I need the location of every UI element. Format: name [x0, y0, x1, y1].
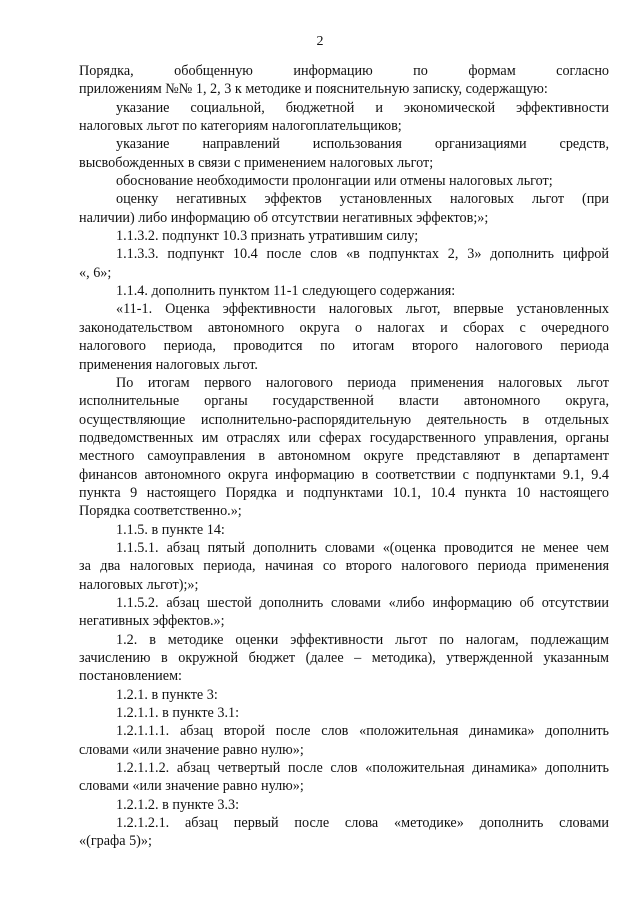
text-line: 1.2.1.2.1. абзац первый после слова «методике» дополнить словами — [116, 815, 609, 832]
text-line: 1.1.3.2. подпункт 10.3 признать утратившим силу; — [116, 228, 419, 245]
text-line: Порядка соответственно.»; — [79, 503, 242, 520]
text-line: 1.2.1.2. в пункте 3.3: — [116, 796, 240, 813]
text-line: налоговых льгот);»; — [79, 576, 199, 593]
text-line: оценку негативных эффектов установленных налоговых льгот (при — [116, 191, 609, 208]
text-line: 1.1.5. в пункте 14: — [116, 521, 225, 538]
text-line: 1.2.1. в пункте 3: — [116, 686, 218, 703]
text-line: осуществляющие исполнительно-распорядительную деятельность в отдельных — [79, 411, 609, 428]
text-line: указание социальной, бюджетной и экономической эффективности — [116, 99, 609, 116]
text-line: 1.2.1.1.2. абзац четвертый после слов «положительная динамика» дополнить — [116, 760, 609, 777]
text-line: налогового периода, проводится по итогам второго налогового периода — [79, 338, 609, 355]
text-line: «11-1. Оценка эффективности налоговых льгот, впервые установленных — [116, 301, 609, 318]
text-line: за два налоговых периода, начиная со второго налогового периода применения — [79, 558, 609, 575]
text-line: законодательством автономного округа о налогах и сборах с очередного — [79, 319, 609, 336]
text-line: 1.1.3.3. подпункт 10.4 после слов «в подпунктах 2, 3» дополнить цифрой — [116, 246, 609, 263]
text-line: пункта 9 настоящего Порядка и подпунктами 10.1, 10.4 пункта 10 настоящего — [79, 484, 609, 501]
text-line: 1.1.4. дополнить пунктом 11-1 следующего содержания: — [116, 283, 456, 300]
text-line: указание направлений использования организациями средств, — [116, 136, 609, 153]
text-line: налоговых льгот по категориям налогоплательщиков; — [79, 118, 402, 135]
text-line: 1.2. в методике оценки эффективности льгот по налогам, подлежащим — [116, 631, 609, 648]
text-line: 1.2.1.1. в пункте 3.1: — [116, 705, 240, 722]
text-line: постановлением: — [79, 668, 182, 685]
text-line: финансов автономного округа информацию в соответствии с подпунктами 9.1, 9.4 — [79, 466, 609, 483]
text-line: По итогам первого налогового периода применения налоговых льгот — [116, 374, 609, 391]
document-body — [79, 62, 609, 851]
text-line: исполнительные органы государственной власти автономного округа, — [79, 393, 609, 410]
text-line: местного самоуправления в автономном округе представляют в департамент — [79, 448, 609, 465]
text-line: 1.1.5.2. абзац шестой дополнить словами «либо информацию об отсутствии — [116, 594, 609, 611]
text-line: Порядка, обобщенную информацию по формам согласно — [79, 63, 609, 79]
text-line: обоснование необходимости пролонгации или отмены налоговых льгот; — [116, 173, 553, 190]
text-line: словами «или значение равно нулю»; — [79, 778, 304, 795]
text-line: высвобожденных в связи с применением налоговых льгот; — [79, 154, 434, 171]
text-line: зачислению в окружной бюджет (далее – методика), утвержденной указанным — [79, 650, 609, 666]
text-line: «(графа 5)»; — [79, 833, 152, 850]
text-line: негативных эффектов.»; — [79, 613, 225, 630]
text-line: применения налоговых льгот. — [79, 356, 258, 373]
text-line: 1.2.1.1.1. абзац второй после слов «положительная динамика» дополнить — [116, 723, 609, 740]
text-line: подведомственных им отраслях или сферах государственного управления, органы — [79, 429, 609, 446]
text-line: словами «или значение равно нулю»; — [79, 741, 304, 758]
text-line: «, 6»; — [79, 264, 112, 281]
text-line: приложениям №№ 1, 2, 3 к методике и пояснительную записку, содержащую: — [79, 81, 548, 98]
text-line: наличии) либо информацию об отсутствии негативных эффектов;»; — [79, 209, 489, 226]
text-line: 1.1.5.1. абзац пятый дополнить словами «(оценка проводится не менее чем — [116, 539, 609, 556]
page-number: 2 — [316, 34, 324, 49]
